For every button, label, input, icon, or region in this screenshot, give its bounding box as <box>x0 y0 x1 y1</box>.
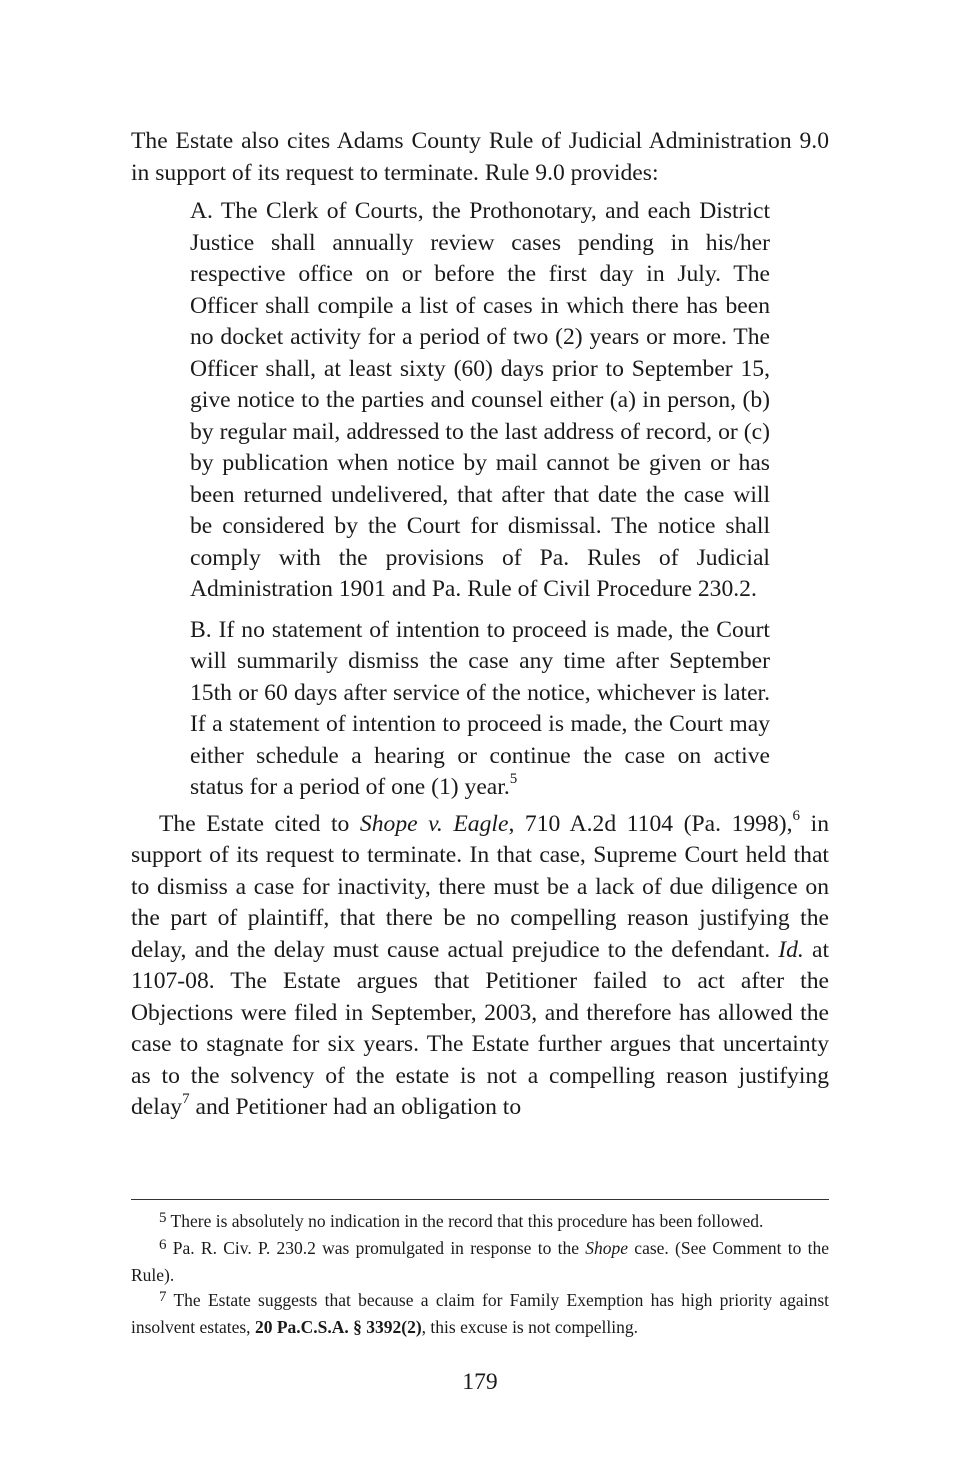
footnote-5 <box>131 1209 829 1236</box>
page-body <box>131 126 829 1124</box>
rule-paragraph-b-text: B. If no statement of intention to proceed is made, the Court will summarily dismiss the case any time after September 15th or 60 days after service of the notice, whichever is later. If a statement of intention to proceed is made, the Court may either schedule a hearing or continue the case on active status for a period of one (1) year. <box>190 616 770 800</box>
rule-quote-block <box>190 196 770 804</box>
main-text-seg5: and Petitioner had an obligation to <box>189 1094 522 1120</box>
main-text-seg4: at 1107-08. The Estate argues that Petitioner failed to act after the Objections were filed in September, 2003, and therefore has allowed the case to stagnate for six years. The Estate further argues that uncertainty as to the solvency of the estate is not a compelling reason justifying delay <box>131 936 829 1120</box>
footnote-7-text-seg2: , this excuse is not compelling. <box>421 1317 638 1337</box>
intro-paragraph: The Estate also cites Adams County Rule of Judicial Administration 9.0 in support of its request to terminate. Rule 9.0 provides: <box>131 128 829 186</box>
main-text-seg3: in support of its request to terminate. In that case, Supreme Court held that to dismiss a case for inactivity, there must be a lack of due diligence on the part of plaintiff, that there be no compelling reason justifying the delay, and the delay must cause actual prejudice to the defendant. <box>131 810 829 963</box>
footnote-6-mark: 6 <box>159 1237 167 1253</box>
footnote-6-text-seg2: case. (See Comment to the Rule). <box>131 1238 829 1285</box>
footnote-divider <box>131 1199 829 1200</box>
footnote-ref-5[interactable]: 5 <box>509 771 518 788</box>
footnote-7-statute: 20 Pa.C.S.A. § 3392(2) <box>254 1317 422 1337</box>
footnote-ref-6[interactable]: 6 <box>792 807 801 824</box>
main-paragraph <box>131 809 829 1124</box>
case-citation-shope: Shope v. Eagle <box>359 810 509 837</box>
footnotes-section <box>131 1209 829 1340</box>
id-citation: Id. <box>778 936 804 963</box>
footnote-5-text: There is absolutely no indication in the record that this procedure has been followed. <box>166 1211 764 1231</box>
main-text-seg2: , 710 A.2d 1104 (Pa. 1998), <box>508 810 793 837</box>
footnote-7-text-seg1: The Estate suggests that because a claim for Family Exemption has high priority against insolvent estates, <box>131 1290 829 1337</box>
footnote-ref-7[interactable]: 7 <box>182 1091 190 1108</box>
rule-paragraph-b <box>190 615 770 804</box>
footnote-7 <box>131 1288 829 1340</box>
footnote-7-mark: 7 <box>159 1289 167 1305</box>
rule-paragraph-a: A. The Clerk of Courts, the Prothonotary, and each District Justice shall annually review cases pending in his/her respective office on or before the first day in July. The Officer shall compile a list of cases in which there has been no docket activity for a period of two (2) years or more. The Officer shall, at least sixty (60) days prior to September 15, give notice to the parties and counsel either (a) in person, (b) by regular mail, addressed to the last address of record, or (c) by publication when notice by mail cannot be given or has been returned undelivered, that after that date the case will be considered by the Court for dismissal. The notice shall comply with the provisions of Pa. Rules of Judicial Administration 1901 and Pa. Rule of Civil Procedure 230.2. <box>190 198 770 602</box>
footnote-6-text-seg1: Pa. R. Civ. P. 230.2 was promulgated in response to the <box>166 1238 586 1258</box>
footnote-5-mark: 5 <box>159 1210 167 1226</box>
footnote-6-case: Shope <box>585 1238 629 1258</box>
page-number: 179 <box>462 1369 498 1395</box>
main-text-seg1: The Estate cited to <box>159 810 360 837</box>
footnote-6 <box>131 1236 829 1288</box>
